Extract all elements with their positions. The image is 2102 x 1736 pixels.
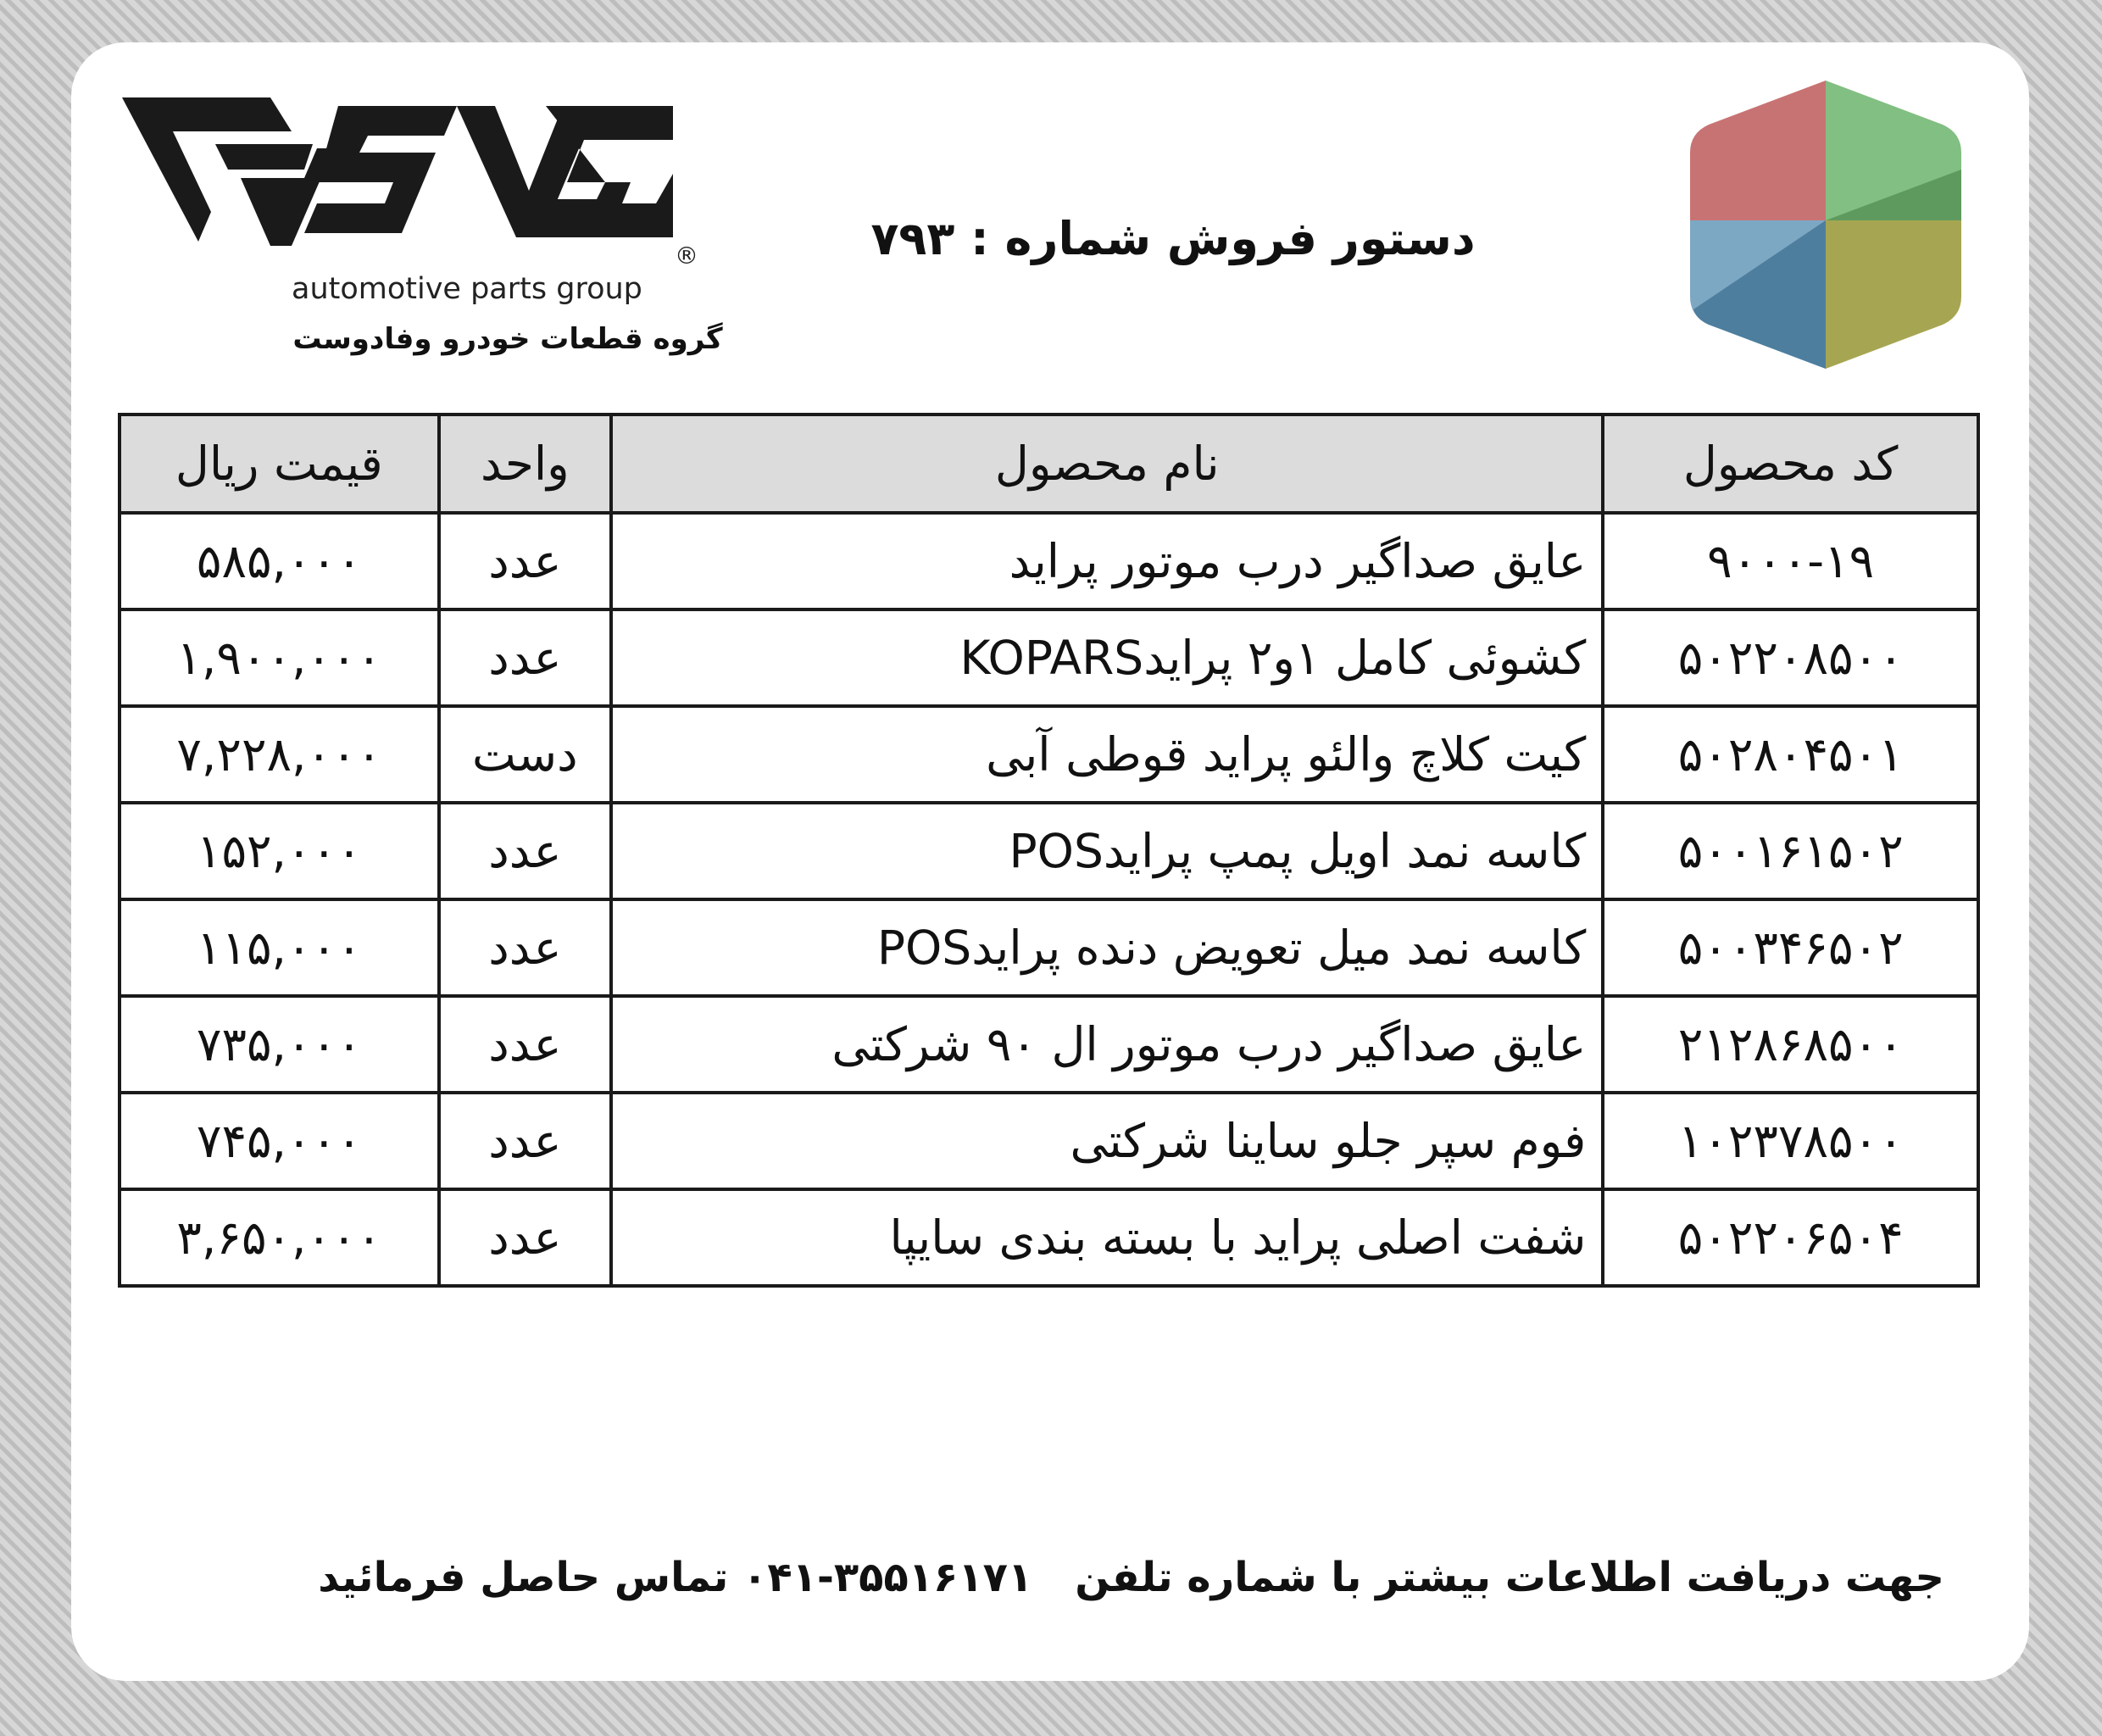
phone-number: ۰۴۱-۳۵۵۱۶۱۷۱ (742, 1554, 1033, 1601)
gsvg-logo-mark (122, 97, 673, 267)
price-cell: ۱۵۲,۰۰۰ (120, 803, 439, 899)
price-cell: ۷۳۵,۰۰۰ (120, 996, 439, 1093)
logo-tagline-english: automotive parts group (292, 272, 642, 306)
product-name-cell: عایق صداگیر درب موتور ال ۹۰ شرکتی (611, 996, 1603, 1093)
product-code-cell: ۵۰۲۲۰۶۵۰۴ (1603, 1189, 1978, 1286)
table-row (120, 803, 1978, 899)
product-code-cell: ۵۰۲۲۰۸۵۰۰ (1603, 609, 1978, 706)
price-cell: ۱۱۵,۰۰۰ (120, 899, 439, 996)
product-code-cell: ۵۰۰۳۴۶۵۰۲ (1603, 899, 1978, 996)
unit-cell: عدد (439, 996, 612, 1093)
price-cell: ۷,۲۲۸,۰۰۰ (120, 706, 439, 803)
product-name-cell: شفت اصلی پراید با بسته بندی سایپا (611, 1189, 1603, 1286)
footer-text-after: تماس حاصل فرمائید (318, 1554, 729, 1601)
product-code-cell: ۵۰۲۸۰۴۵۰۱ (1603, 706, 1978, 803)
table-row (120, 609, 1978, 706)
price-cell: ۵۸۵,۰۰۰ (120, 513, 439, 609)
unit-cell: دست (439, 706, 612, 803)
price-cell: ۳,۶۵۰,۰۰۰ (120, 1189, 439, 1286)
hexagon-icon (1690, 81, 1961, 369)
product-code-cell: ۹۰۰۰-۱۹ (1603, 513, 1978, 609)
price-list-card (71, 42, 2029, 1681)
product-name-cell: عایق صداگیر درب موتور پراید (611, 513, 1603, 609)
price-cell: ۷۴۵,۰۰۰ (120, 1093, 439, 1189)
header-price: قیمت ریال (120, 415, 439, 513)
product-name-cell: کاسه نمد میل تعویض دنده پرایدPOS (611, 899, 1603, 996)
table-row (120, 1093, 1978, 1189)
product-code-cell: ۲۱۲۸۶۸۵۰۰ (1603, 996, 1978, 1093)
logo-tagline-persian: گروه قطعات خودرو وفادوست (292, 322, 723, 356)
header-name: نام محصول (611, 415, 1603, 513)
table-header-row (120, 415, 1978, 513)
unit-cell: عدد (439, 609, 612, 706)
product-name-cell: کیت کلاچ والئو پراید قوطی آبی (611, 706, 1603, 803)
product-name-cell: کاسه نمد اویل پمپ پرایدPOS (611, 803, 1603, 899)
contact-footer (156, 1554, 1944, 1601)
header-code: کد محصول (1603, 415, 1978, 513)
table-row (120, 1189, 1978, 1286)
company-logo (122, 97, 749, 369)
header-unit: واحد (439, 415, 612, 513)
product-name-cell: فوم سپر جلو ساینا شرکتی (611, 1093, 1603, 1189)
price-cell: ۱,۹۰۰,۰۰۰ (120, 609, 439, 706)
product-code-cell: ۵۰۰۱۶۱۵۰۲ (1603, 803, 1978, 899)
footer-text-before: جهت دریافت اطلاعات بیشتر با شماره تلفن (1075, 1554, 1944, 1601)
unit-cell: عدد (439, 803, 612, 899)
table-row (120, 513, 1978, 609)
registered-mark: ® (675, 242, 698, 270)
table-row (120, 706, 1978, 803)
unit-cell: عدد (439, 1093, 612, 1189)
product-code-cell: ۱۰۲۳۷۸۵۰۰ (1603, 1093, 1978, 1189)
product-name-cell: کشوئی کامل ۱و۲ پرایدKOPARS (611, 609, 1603, 706)
unit-cell: عدد (439, 513, 612, 609)
table-row (120, 899, 1978, 996)
table-row (120, 996, 1978, 1093)
unit-cell: عدد (439, 1189, 612, 1286)
price-table (118, 413, 1980, 1288)
page-title: دستور فروش شماره : ۷۹۳ (870, 212, 1476, 265)
unit-cell: عدد (439, 899, 612, 996)
